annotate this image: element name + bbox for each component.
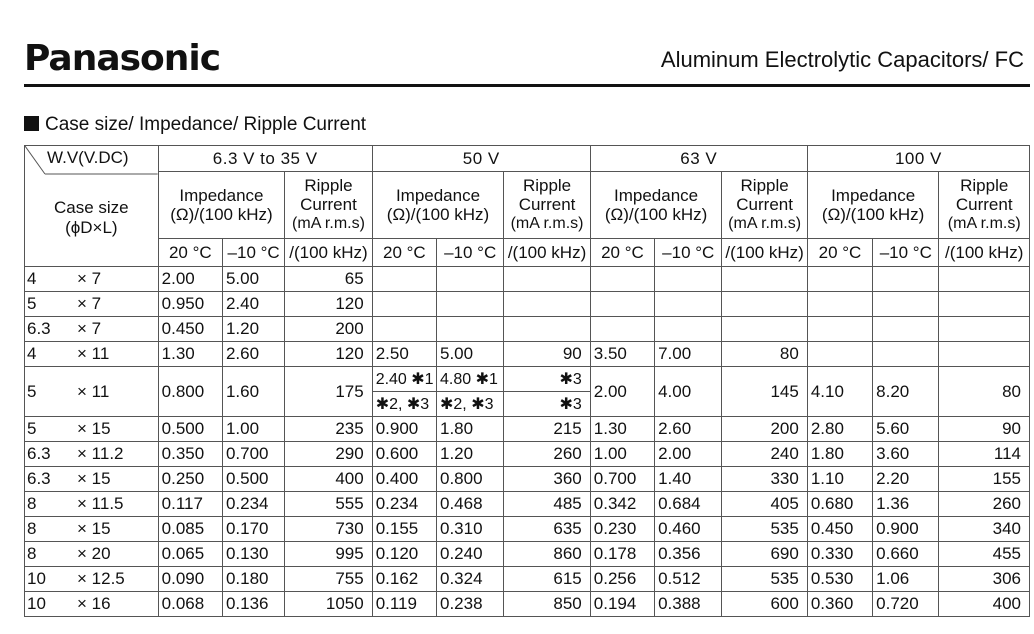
impedance-cell: 1.40	[655, 467, 722, 492]
case-times: ×	[77, 294, 87, 313]
temp-20c-header: 20 °C	[158, 238, 222, 266]
ripple-cell: 635	[504, 517, 590, 542]
ripple-cell	[722, 317, 807, 342]
impedance-cell: 1.30	[590, 417, 654, 442]
impedance-line2: (Ω)/(100 kHz)	[821, 204, 925, 224]
ripple-header-50v	[504, 172, 590, 238]
ripple-cell: 65	[285, 267, 372, 292]
case-diameter: 4	[27, 344, 37, 363]
case-times: ×	[77, 544, 87, 563]
table-row	[25, 267, 1030, 292]
ripple-header-6-3-35v	[285, 172, 372, 238]
impedance-cell: 0.720	[873, 592, 939, 617]
case-size-label	[25, 198, 158, 238]
temp-minus10c-header: –10 °C	[437, 238, 504, 266]
brand-logo: Panasonic	[24, 38, 221, 79]
ripple-cell: 860	[504, 542, 590, 567]
ripple-cell: 120	[285, 292, 372, 317]
section-title	[24, 114, 366, 136]
impedance-cell: 0.400	[372, 467, 436, 492]
case-diameter: 10	[27, 569, 46, 588]
impedance-cell: 2.00	[655, 442, 722, 467]
impedance-cell: 3.60	[873, 442, 939, 467]
case-size-cell	[25, 442, 159, 467]
note-cell-bottom: ✱2, ✱3	[437, 392, 504, 417]
impedance-cell: 4.10	[807, 367, 872, 417]
impedance-cell: 1.80	[807, 442, 872, 467]
ripple-line1: Ripple	[522, 176, 572, 196]
table-row	[25, 317, 1030, 342]
impedance-cell: 0.360	[807, 592, 872, 617]
ripple-cell: 600	[722, 592, 807, 617]
impedance-cell: 0.356	[655, 542, 722, 567]
impedance-line1: Impedance	[395, 185, 481, 205]
impedance-cell: 0.117	[158, 492, 222, 517]
table-row	[25, 442, 1030, 467]
impedance-cell: 0.194	[590, 592, 654, 617]
impedance-cell: 0.450	[158, 317, 222, 342]
ripple-cell: 690	[722, 542, 807, 567]
table-row	[25, 292, 1030, 317]
impedance-cell: 0.342	[590, 492, 654, 517]
ripple-cell: 80	[939, 367, 1030, 417]
impedance-cell: 8.20	[873, 367, 939, 417]
case-size-cell	[25, 517, 159, 542]
ripple-cell: 260	[504, 442, 590, 467]
table-row	[25, 367, 1030, 392]
case-diameter: 6.3	[27, 469, 51, 488]
impedance-cell: 1.10	[807, 467, 872, 492]
square-bullet-icon	[24, 116, 39, 131]
impedance-cell: 2.60	[655, 417, 722, 442]
impedance-header-63v	[590, 172, 722, 238]
impedance-cell	[655, 317, 722, 342]
ripple-cell: 240	[722, 442, 807, 467]
impedance-cell: 0.500	[158, 417, 222, 442]
impedance-cell: 0.178	[590, 542, 654, 567]
document-title: Aluminum Electrolytic Capacitors/ FC	[660, 47, 1024, 72]
impedance-cell: 1.20	[437, 442, 504, 467]
ripple-cell	[722, 267, 807, 292]
impedance-cell	[437, 317, 504, 342]
impedance-line1: Impedance	[831, 185, 916, 205]
case-diameter: 8	[27, 519, 37, 538]
case-length: 16	[91, 594, 111, 613]
ripple-cell	[504, 267, 590, 292]
case-length: 15	[91, 469, 111, 488]
temp-minus10c-header: –10 °C	[222, 238, 284, 266]
impedance-cell: 1.20	[222, 317, 284, 342]
impedance-cell	[655, 292, 722, 317]
ripple-cell	[939, 292, 1030, 317]
impedance-cell: 2.20	[873, 467, 939, 492]
impedance-cell: 4.00	[655, 367, 722, 417]
table-row	[25, 567, 1030, 592]
impedance-cell: 2.00	[590, 367, 654, 417]
case-size-cell	[25, 317, 159, 342]
impedance-line2: (Ω)/(100 kHz)	[170, 204, 273, 224]
impedance-cell: 0.530	[807, 567, 872, 592]
ripple-cell	[722, 292, 807, 317]
ripple-cell: 400	[285, 467, 372, 492]
ripple-cell	[504, 292, 590, 317]
impedance-cell: 0.684	[655, 492, 722, 517]
impedance-cell	[372, 317, 436, 342]
case-diameter: 6.3	[27, 319, 51, 338]
case-times: ×	[77, 519, 87, 538]
impedance-cell: 2.80	[807, 417, 872, 442]
impedance-cell: 0.800	[158, 367, 222, 417]
case-times: ×	[77, 269, 87, 288]
ripple-freq-header: /(100 kHz)	[939, 238, 1030, 266]
ripple-cell: 360	[504, 467, 590, 492]
impedance-cell: 0.900	[873, 517, 939, 542]
header-rule	[24, 84, 1030, 87]
spec-table	[24, 145, 1030, 617]
case-length: 12.5	[91, 569, 125, 588]
impedance-cell: 0.900	[372, 417, 436, 442]
case-size-cell	[25, 342, 159, 367]
ripple-cell: 155	[939, 467, 1030, 492]
note-cell-top: 4.80 ✱1	[437, 367, 504, 392]
case-diameter: 5	[27, 294, 37, 313]
impedance-cell: 0.680	[807, 492, 872, 517]
impedance-cell: 0.700	[222, 442, 284, 467]
case-diameter: 6.3	[27, 444, 51, 463]
impedance-cell	[807, 267, 872, 292]
case-length: 7	[91, 269, 102, 288]
impedance-cell: 5.00	[437, 342, 504, 367]
impedance-cell: 0.660	[873, 542, 939, 567]
ripple-cell: 215	[504, 417, 590, 442]
impedance-cell: 0.388	[655, 592, 722, 617]
impedance-cell: 1.00	[590, 442, 654, 467]
ripple-cell: 90	[939, 417, 1030, 442]
case-times: ×	[77, 344, 87, 363]
case-size-line2: (ϕD×L)	[65, 218, 118, 237]
impedance-cell: 0.180	[222, 567, 284, 592]
case-length: 7	[91, 319, 102, 338]
impedance-cell	[807, 292, 872, 317]
impedance-cell: 2.00	[158, 267, 222, 292]
group-header-50v: 50 V	[372, 146, 590, 172]
impedance-cell: 1.80	[437, 417, 504, 442]
ripple-cell: 555	[285, 492, 372, 517]
impedance-cell	[437, 267, 504, 292]
impedance-cell	[590, 317, 654, 342]
ripple-cell: 615	[504, 567, 590, 592]
impedance-cell: 0.250	[158, 467, 222, 492]
ripple-cell	[939, 342, 1030, 367]
case-length: 11	[91, 344, 110, 363]
impedance-cell: 0.170	[222, 517, 284, 542]
note-cell-top: 2.40 ✱1	[372, 367, 436, 392]
case-times: ×	[77, 319, 87, 338]
group-header-100v: 100 V	[807, 146, 1029, 172]
ripple-cell: 120	[285, 342, 372, 367]
ripple-cell	[504, 317, 590, 342]
note-cell-top: ✱3	[504, 367, 590, 392]
case-times: ×	[77, 494, 87, 513]
impedance-cell	[655, 267, 722, 292]
ripple-line2: Current	[300, 195, 357, 215]
case-times: ×	[77, 469, 87, 488]
table-row	[25, 342, 1030, 367]
ripple-cell: 1050	[285, 592, 372, 617]
impedance-cell	[807, 342, 872, 367]
ripple-line3: (mA r.m.s)	[292, 215, 365, 233]
case-size-cell	[25, 367, 159, 417]
section-title-text: Case size/ Impedance/ Ripple Current	[45, 114, 367, 135]
ripple-header-63v	[722, 172, 807, 238]
case-diameter: 10	[27, 594, 46, 613]
ripple-cell: 850	[504, 592, 590, 617]
ripple-line2: Current	[955, 195, 1013, 215]
impedance-cell: 7.00	[655, 342, 722, 367]
ripple-cell: 145	[722, 367, 807, 417]
ripple-freq-header: /(100 kHz)	[285, 238, 372, 266]
impedance-cell: 0.162	[372, 567, 436, 592]
impedance-cell: 0.468	[437, 492, 504, 517]
case-size-cell	[25, 267, 159, 292]
impedance-cell: 0.119	[372, 592, 436, 617]
impedance-cell: 0.234	[222, 492, 284, 517]
ripple-cell: 730	[285, 517, 372, 542]
impedance-cell: 0.700	[590, 467, 654, 492]
ripple-cell: 535	[722, 567, 807, 592]
ripple-line1: Ripple	[304, 176, 353, 196]
impedance-line1: Impedance	[614, 185, 699, 205]
group-header-6-3-35v: 6.3 V to 35 V	[158, 146, 372, 172]
impedance-cell: 0.256	[590, 567, 654, 592]
impedance-cell: 0.230	[590, 517, 654, 542]
ripple-line2: Current	[736, 195, 793, 215]
impedance-cell: 0.155	[372, 517, 436, 542]
ripple-line3: (mA r.m.s)	[728, 215, 802, 233]
ripple-cell: 114	[939, 442, 1030, 467]
table-row	[25, 517, 1030, 542]
impedance-cell: 2.50	[372, 342, 436, 367]
impedance-cell: 2.40	[222, 292, 284, 317]
impedance-cell	[807, 317, 872, 342]
impedance-cell: 3.50	[590, 342, 654, 367]
impedance-cell: 5.60	[873, 417, 939, 442]
case-times: ×	[77, 594, 87, 613]
ripple-header-100v	[939, 172, 1030, 238]
case-diameter: 4	[27, 269, 37, 288]
case-length: 11.5	[91, 494, 124, 513]
impedance-cell	[873, 317, 939, 342]
case-size-line1: Case size	[54, 198, 129, 217]
ripple-line3: (mA r.m.s)	[947, 215, 1021, 233]
impedance-header-100v	[807, 172, 939, 238]
ripple-cell	[939, 267, 1030, 292]
ripple-cell: 755	[285, 567, 372, 592]
impedance-cell: 0.136	[222, 592, 284, 617]
impedance-cell: 0.130	[222, 542, 284, 567]
case-length: 15	[91, 519, 111, 538]
case-length: 20	[91, 544, 111, 563]
impedance-cell: 0.350	[158, 442, 222, 467]
case-diameter: 5	[27, 381, 37, 401]
impedance-cell	[873, 342, 939, 367]
impedance-cell: 0.600	[372, 442, 436, 467]
impedance-cell	[873, 292, 939, 317]
note-cell-bottom: ✱3	[504, 392, 590, 417]
case-diameter: 5	[27, 419, 37, 438]
impedance-cell	[590, 292, 654, 317]
impedance-cell: 1.60	[222, 367, 284, 417]
ripple-cell: 340	[939, 517, 1030, 542]
case-length: 7	[91, 294, 102, 313]
ripple-cell: 175	[285, 367, 372, 417]
table-row	[25, 592, 1030, 617]
ripple-line2: Current	[518, 195, 576, 215]
ripple-line3: (mA r.m.s)	[510, 215, 584, 233]
ripple-cell: 485	[504, 492, 590, 517]
impedance-cell: 0.800	[437, 467, 504, 492]
impedance-cell: 0.460	[655, 517, 722, 542]
temp-20c-header: 20 °C	[807, 238, 872, 266]
temp-minus10c-header: –10 °C	[655, 238, 722, 266]
ripple-cell: 90	[504, 342, 590, 367]
case-length: 11	[91, 381, 110, 401]
ripple-cell: 260	[939, 492, 1030, 517]
impedance-cell: 0.090	[158, 567, 222, 592]
ripple-cell: 80	[722, 342, 807, 367]
impedance-cell: 0.120	[372, 542, 436, 567]
impedance-cell	[437, 292, 504, 317]
case-size-cell	[25, 492, 159, 517]
ripple-cell: 290	[285, 442, 372, 467]
case-size-cell	[25, 542, 159, 567]
impedance-cell: 0.085	[158, 517, 222, 542]
impedance-cell: 1.30	[158, 342, 222, 367]
impedance-cell: 0.310	[437, 517, 504, 542]
impedance-cell	[873, 267, 939, 292]
ripple-cell: 995	[285, 542, 372, 567]
ripple-cell: 235	[285, 417, 372, 442]
impedance-cell: 0.068	[158, 592, 222, 617]
ripple-freq-header: /(100 kHz)	[722, 238, 807, 266]
impedance-header-6-3-35v	[158, 172, 285, 238]
ripple-cell: 200	[285, 317, 372, 342]
ripple-cell: 200	[722, 417, 807, 442]
ripple-cell	[939, 317, 1030, 342]
impedance-cell: 1.06	[873, 567, 939, 592]
wv-label: W.V(V.DC)	[47, 148, 129, 167]
ripple-freq-header: /(100 kHz)	[504, 238, 590, 266]
impedance-cell: 0.330	[807, 542, 872, 567]
table-row	[25, 542, 1030, 567]
table-row	[25, 467, 1030, 492]
case-times: ×	[77, 569, 87, 588]
table-row	[25, 417, 1030, 442]
impedance-header-50v	[372, 172, 504, 238]
impedance-cell: 1.36	[873, 492, 939, 517]
case-times: ×	[77, 419, 87, 438]
temp-minus10c-header: –10 °C	[873, 238, 939, 266]
impedance-cell: 0.065	[158, 542, 222, 567]
ripple-cell: 455	[939, 542, 1030, 567]
impedance-cell: 0.950	[158, 292, 222, 317]
impedance-line2: (Ω)/(100 kHz)	[604, 204, 708, 224]
impedance-cell: 0.238	[437, 592, 504, 617]
ripple-cell: 330	[722, 467, 807, 492]
impedance-line2: (Ω)/(100 kHz)	[386, 204, 490, 224]
impedance-cell: 0.234	[372, 492, 436, 517]
impedance-cell	[590, 267, 654, 292]
impedance-cell: 0.512	[655, 567, 722, 592]
case-size-cell	[25, 417, 159, 442]
case-diameter: 8	[27, 494, 37, 513]
ripple-line1: Ripple	[960, 176, 1009, 196]
ripple-cell: 400	[939, 592, 1030, 617]
temp-20c-header: 20 °C	[372, 238, 436, 266]
impedance-cell: 5.00	[222, 267, 284, 292]
impedance-cell: 0.450	[807, 517, 872, 542]
case-times: ×	[77, 381, 87, 401]
ripple-line1: Ripple	[740, 176, 789, 196]
temp-20c-header: 20 °C	[590, 238, 654, 266]
case-length: 15	[91, 419, 111, 438]
impedance-cell: 2.60	[222, 342, 284, 367]
case-size-cell	[25, 292, 159, 317]
impedance-cell: 0.324	[437, 567, 504, 592]
impedance-cell	[372, 292, 436, 317]
impedance-cell	[372, 267, 436, 292]
ripple-cell: 306	[939, 567, 1030, 592]
case-size-cell	[25, 567, 159, 592]
case-size-cell	[25, 592, 159, 617]
note-cell-bottom: ✱2, ✱3	[372, 392, 436, 417]
impedance-line1: Impedance	[179, 185, 264, 205]
case-size-cell	[25, 467, 159, 492]
case-length: 11.2	[91, 444, 124, 463]
table-row	[25, 492, 1030, 517]
corner-header	[25, 146, 159, 267]
impedance-cell: 1.00	[222, 417, 284, 442]
case-diameter: 8	[27, 544, 37, 563]
impedance-cell: 0.500	[222, 467, 284, 492]
impedance-cell: 0.240	[437, 542, 504, 567]
group-header-63v: 63 V	[590, 146, 807, 172]
ripple-cell: 405	[722, 492, 807, 517]
case-times: ×	[77, 444, 87, 463]
ripple-cell: 535	[722, 517, 807, 542]
